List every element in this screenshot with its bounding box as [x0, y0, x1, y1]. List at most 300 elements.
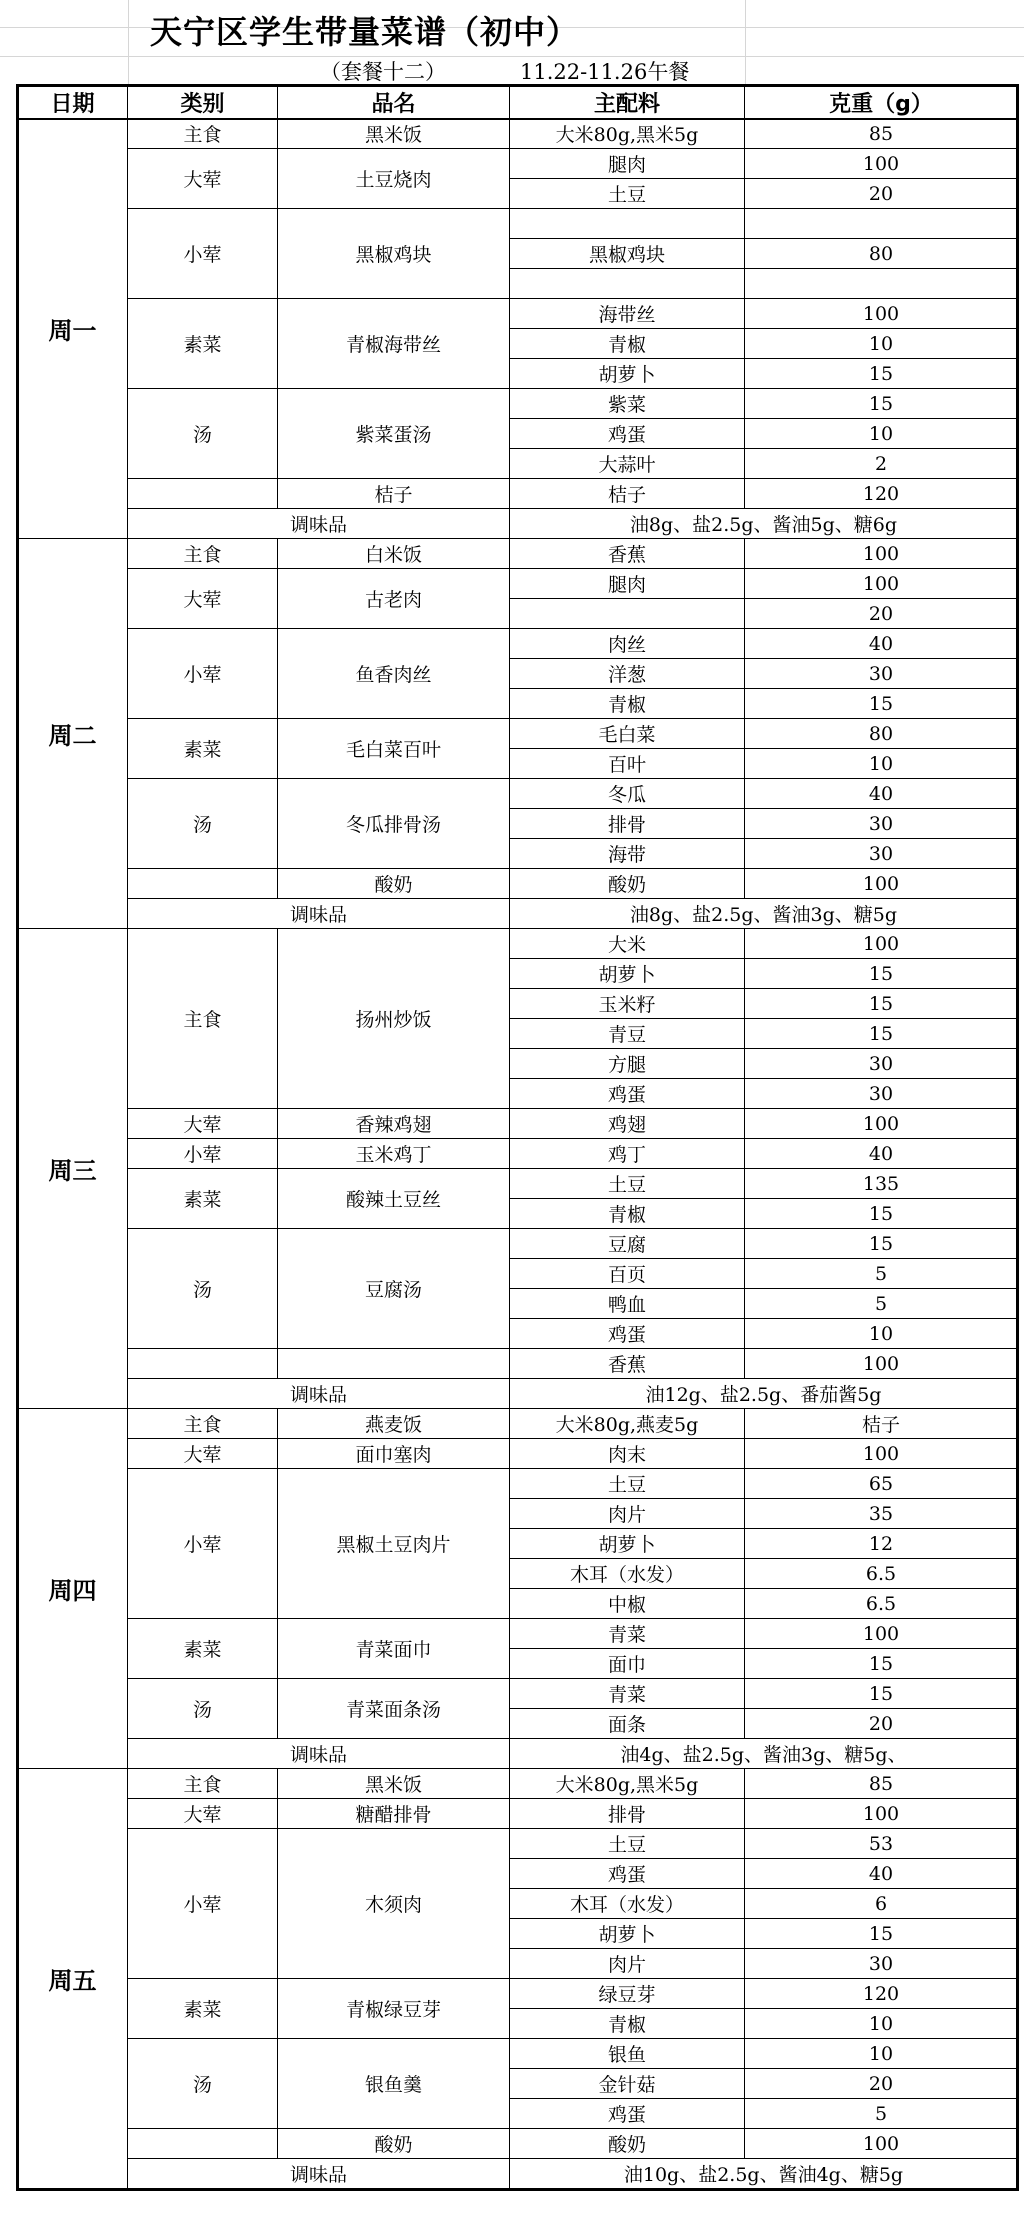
category-cell-text: 大荤: [183, 1444, 222, 1466]
ingredient-cell: [510, 749, 745, 779]
day-cell: [18, 929, 128, 1409]
day-cell-text: 周三: [48, 1157, 97, 1185]
dish-cell-text: 银鱼羹: [364, 2074, 422, 2096]
ingredient-cell: [510, 1019, 745, 1049]
weight-cell: [745, 1229, 1018, 1259]
category-cell-text: 素菜: [183, 334, 222, 356]
ingredient-cell-text: 青豆: [607, 1024, 646, 1046]
dish-cell: [278, 779, 510, 869]
ingredient-cell-text: 大蒜叶: [598, 454, 656, 476]
column-header: [278, 86, 510, 119]
ingredient-cell-text: 银鱼: [607, 2044, 646, 2066]
dish-cell: [278, 1139, 510, 1169]
dish-cell: [278, 2039, 510, 2129]
table-bottom-border: [16, 2188, 1019, 2191]
ingredient-cell-text: 鸡丁: [607, 1144, 646, 1166]
ingredient-cell-text: 鸡翅: [607, 1114, 646, 1136]
ingredient-cell: [510, 269, 745, 299]
seasoning-label: [128, 1379, 510, 1409]
category-cell: [128, 929, 278, 1109]
weight-cell: [745, 179, 1018, 209]
ingredient-cell: [510, 2129, 745, 2159]
category-cell-text: 小荤: [183, 1144, 222, 1166]
seasoning-label-text: 调味品: [289, 1384, 347, 1406]
category-cell-text: 小荤: [183, 244, 222, 266]
ingredient-cell: [510, 389, 745, 419]
seasoning-value: [510, 899, 1018, 929]
dish-cell-text: 白米饭: [364, 544, 422, 566]
weight-cell: [745, 1889, 1018, 1919]
weight-cell: [745, 749, 1018, 779]
weight-cell: [745, 989, 1018, 1019]
seasoning-value: [510, 1739, 1018, 1769]
weight-cell-text: 100: [862, 1802, 900, 1825]
weight-cell-text: 35: [868, 1502, 894, 1525]
ingredient-cell: [510, 2009, 745, 2039]
ingredient-cell-text: 方腿: [607, 1054, 646, 1076]
ingredient-cell: [510, 929, 745, 959]
weight-cell-text: 40: [868, 1862, 894, 1885]
weight-cell: [745, 1259, 1018, 1289]
category-cell-text: 素菜: [183, 739, 222, 761]
ingredient-cell: [510, 1319, 745, 1349]
weight-cell: [745, 1019, 1018, 1049]
dish-cell: [278, 1469, 510, 1619]
ingredient-cell: [510, 2099, 745, 2129]
weight-cell-text: 100: [862, 932, 900, 955]
ingredient-cell-text: 土豆: [607, 1474, 646, 1496]
weight-cell: [745, 1049, 1018, 1079]
ingredient-cell: [510, 1169, 745, 1199]
day-cell: [18, 539, 128, 929]
ingredient-cell-text: 大米80g,黑米5g: [555, 124, 699, 146]
dish-cell: [278, 149, 510, 209]
day-cell-text: 周四: [48, 1577, 97, 1605]
ingredient-cell-text: 胡萝卜: [598, 364, 656, 386]
ingredient-cell: [510, 2069, 745, 2099]
weight-cell-text: 53: [868, 1832, 894, 1855]
weight-cell-text: 80: [868, 242, 894, 265]
weight-cell: [745, 299, 1018, 329]
weight-cell-text: 15: [868, 692, 894, 715]
ingredient-cell: [510, 179, 745, 209]
ingredient-cell: [510, 1889, 745, 1919]
weight-cell-text: 10: [868, 2012, 894, 2035]
category-cell: [128, 569, 278, 629]
ingredient-cell: [510, 779, 745, 809]
ingredient-cell-text: 青椒: [607, 694, 646, 716]
ingredient-cell-text: 胡萝卜: [598, 1534, 656, 1556]
seasoning-value-text: 油10g、盐2.5g、酱油4g、糖5g: [623, 2164, 904, 2186]
seasoning-value: [510, 1379, 1018, 1409]
ingredient-cell-text: 肉丝: [607, 634, 646, 656]
weight-cell-text: 100: [862, 1622, 900, 1645]
ingredient-cell-text: 大米80g,燕麦5g: [555, 1414, 699, 1436]
weight-cell-text: 2: [874, 452, 888, 475]
category-cell: [128, 539, 278, 569]
category-cell: [128, 149, 278, 209]
weight-cell-text: 20: [868, 1712, 894, 1735]
ingredient-cell-text: 肉片: [607, 1954, 646, 1976]
ingredient-cell-text: 青椒: [607, 2014, 646, 2036]
dish-cell: [278, 209, 510, 299]
column-header-text: 日期: [50, 91, 95, 117]
dish-cell: [278, 539, 510, 569]
ingredient-cell-text: 木耳（水发）: [569, 1894, 684, 1916]
ingredient-cell-text: 大米80g,黑米5g: [555, 1774, 699, 1796]
weight-cell-text: 15: [868, 1922, 894, 1945]
dish-cell-text: 毛白菜百叶: [345, 739, 441, 761]
day-cell-text: 周二: [48, 722, 97, 750]
category-cell: [128, 299, 278, 389]
weight-cell-text: 20: [868, 182, 894, 205]
category-cell: [128, 1469, 278, 1619]
day-cell-text: 周一: [48, 317, 97, 345]
weight-cell-text: 15: [868, 1652, 894, 1675]
weight-cell-text: 100: [862, 1112, 900, 1135]
weight-cell: [745, 1199, 1018, 1229]
category-cell-text: 主食: [183, 124, 222, 146]
category-cell-text: 小荤: [183, 1894, 222, 1916]
ingredient-cell: [510, 1559, 745, 1589]
weight-cell-text: 80: [868, 722, 894, 745]
day-cell: [18, 1409, 128, 1769]
weight-cell: [745, 1499, 1018, 1529]
day-cell-text: 周五: [48, 1967, 97, 1995]
weight-cell-text: 100: [862, 2132, 900, 2155]
category-cell: [128, 479, 278, 509]
ingredient-cell-text: 木耳（水发）: [569, 1564, 684, 1586]
ingredient-cell-text: 香蕉: [607, 544, 646, 566]
ingredient-cell-text: 土豆: [607, 1174, 646, 1196]
category-cell: [128, 1169, 278, 1229]
weight-cell: [745, 1919, 1018, 1949]
ingredient-cell: [510, 329, 745, 359]
weight-cell-text: 10: [868, 2042, 894, 2065]
dish-cell-text: 豆腐汤: [364, 1279, 422, 1301]
category-cell-text: 主食: [183, 544, 222, 566]
ingredient-cell-text: 鸡蛋: [607, 2104, 646, 2126]
weight-cell-text: 30: [868, 662, 894, 685]
category-cell: [128, 1829, 278, 1979]
weight-cell-text: 120: [862, 482, 900, 505]
category-cell: [128, 1619, 278, 1679]
ingredient-cell: [510, 1259, 745, 1289]
weight-cell: [745, 1079, 1018, 1109]
weight-cell: [745, 1349, 1018, 1379]
ingredient-cell: [510, 1949, 745, 1979]
category-cell-text: 汤: [192, 424, 212, 446]
weight-cell-text: 15: [868, 1232, 894, 1255]
weight-cell-text: 15: [868, 992, 894, 1015]
ingredient-cell-text: 海带丝: [598, 304, 656, 326]
ingredient-cell: [510, 659, 745, 689]
weight-cell: [745, 2099, 1018, 2129]
weight-cell-text: 15: [868, 1682, 894, 1705]
ingredient-cell-text: 黑椒鸡块: [588, 244, 665, 266]
weight-cell-text: 10: [868, 752, 894, 775]
weight-cell-text: 30: [868, 1052, 894, 1075]
weight-cell-text: 30: [868, 812, 894, 835]
ingredient-cell-text: 鸭血: [607, 1294, 646, 1316]
seasoning-label-text: 调味品: [289, 514, 347, 536]
weight-cell: [745, 689, 1018, 719]
ingredient-cell: [510, 1079, 745, 1109]
seasoning-label-text: 调味品: [289, 2164, 347, 2186]
category-cell-text: 主食: [183, 1414, 222, 1436]
column-header-text: 类别: [180, 91, 225, 117]
ingredient-cell-text: 青椒: [607, 334, 646, 356]
category-cell-text: 大荤: [183, 169, 222, 191]
category-cell: [128, 1979, 278, 2039]
weight-cell-text: 20: [868, 602, 894, 625]
dish-cell: [278, 1349, 510, 1379]
category-cell: [128, 779, 278, 869]
dish-cell: [278, 1679, 510, 1739]
ingredient-cell: [510, 149, 745, 179]
weight-cell-text: 15: [868, 1022, 894, 1045]
weight-cell: [745, 389, 1018, 419]
category-cell: [128, 629, 278, 719]
weight-cell: [745, 2129, 1018, 2159]
ingredient-cell: [510, 539, 745, 569]
subtitle-set: （套餐十二）: [320, 60, 446, 84]
weight-cell: [745, 539, 1018, 569]
ingredient-cell-text: 紫菜: [607, 394, 646, 416]
seasoning-label: [128, 509, 510, 539]
weight-cell: [745, 1949, 1018, 1979]
weight-cell: [745, 869, 1018, 899]
weight-cell: [745, 1469, 1018, 1499]
ingredient-cell: [510, 1679, 745, 1709]
dish-cell: [278, 1829, 510, 1979]
weight-cell-text: 桔子: [861, 1414, 900, 1436]
weight-cell: [745, 1319, 1018, 1349]
weight-cell: [745, 1769, 1018, 1799]
category-cell: [128, 2129, 278, 2159]
dish-cell: [278, 2129, 510, 2159]
weight-cell-text: 30: [868, 1952, 894, 1975]
dish-cell: [278, 929, 510, 1109]
weight-cell: [745, 659, 1018, 689]
weight-cell-text: 5: [874, 1262, 888, 1285]
ingredient-cell: [510, 359, 745, 389]
category-cell: [128, 209, 278, 299]
weight-cell: [745, 929, 1018, 959]
dish-cell-text: 冬瓜排骨汤: [345, 814, 441, 836]
ingredient-cell-text: 冬瓜: [607, 784, 646, 806]
weight-cell-text: 85: [868, 122, 894, 145]
category-cell: [128, 869, 278, 899]
dish-cell-text: 玉米鸡丁: [355, 1144, 432, 1166]
dish-cell-text: 木须肉: [364, 1894, 422, 1916]
dish-cell: [278, 1439, 510, 1469]
seasoning-label: [128, 1739, 510, 1769]
weight-cell: [745, 1289, 1018, 1319]
ingredient-cell-text: 排骨: [607, 814, 646, 836]
page-title: 天宁区学生带量菜谱（初中）: [150, 13, 580, 51]
ingredient-cell-text: 胡萝卜: [598, 1924, 656, 1946]
category-cell-text: 小荤: [183, 664, 222, 686]
ingredient-cell-text: 土豆: [607, 184, 646, 206]
dish-cell-text: 面巾塞肉: [355, 1444, 432, 1466]
ingredient-cell: [510, 869, 745, 899]
ingredient-cell: [510, 1769, 745, 1799]
weight-cell-text: 15: [868, 962, 894, 985]
ingredient-cell-text: 青菜: [607, 1684, 646, 1706]
weight-cell: [745, 959, 1018, 989]
ingredient-cell: [510, 1229, 745, 1259]
ingredient-cell-text: 面巾: [607, 1654, 646, 1676]
weight-cell: [745, 779, 1018, 809]
category-cell-text: 汤: [192, 1279, 212, 1301]
weight-cell-text: 30: [868, 1082, 894, 1105]
weight-cell: [745, 719, 1018, 749]
ingredient-cell-text: 鸡蛋: [607, 1084, 646, 1106]
category-cell-text: 小荤: [183, 1534, 222, 1556]
weight-cell-text: 40: [868, 1142, 894, 1165]
table-left-border: [16, 84, 19, 2191]
dish-cell: [278, 299, 510, 389]
weight-cell: [745, 1139, 1018, 1169]
category-cell: [128, 2039, 278, 2129]
dish-cell: [278, 119, 510, 149]
ingredient-cell-text: 青菜: [607, 1624, 646, 1646]
dish-cell: [278, 1619, 510, 1679]
day-cell: [18, 1769, 128, 2189]
dish-cell-text: 青椒绿豆芽: [345, 1999, 441, 2021]
dish-cell-text: 紫菜蛋汤: [355, 424, 432, 446]
weight-cell-text: 5: [874, 2102, 888, 2125]
weight-cell: [745, 2039, 1018, 2069]
category-cell: [128, 389, 278, 479]
weight-cell-text: 40: [868, 632, 894, 655]
seasoning-value: [510, 2159, 1018, 2189]
column-header-text: 克重（g）: [829, 91, 933, 117]
category-cell: [128, 1109, 278, 1139]
ingredient-cell-text: 大米: [607, 934, 646, 956]
category-cell-text: 大荤: [183, 1804, 222, 1826]
ingredient-cell: [510, 1529, 745, 1559]
weight-cell: [745, 1619, 1018, 1649]
dish-cell: [278, 1409, 510, 1439]
weight-cell: [745, 629, 1018, 659]
weight-cell-text: 135: [862, 1172, 900, 1195]
weight-cell: [745, 1439, 1018, 1469]
dish-cell: [278, 629, 510, 719]
weight-cell: [745, 1679, 1018, 1709]
category-cell: [128, 719, 278, 779]
dish-cell-text: 青菜面条汤: [345, 1699, 441, 1721]
weight-cell-text: 85: [868, 1772, 894, 1795]
category-cell: [128, 119, 278, 149]
ingredient-cell-text: 毛白菜: [598, 724, 656, 746]
dish-cell: [278, 1799, 510, 1829]
weight-cell-text: 15: [868, 362, 894, 385]
weight-cell: [745, 1979, 1018, 2009]
ingredient-cell: [510, 569, 745, 599]
ingredient-cell: [510, 1439, 745, 1469]
weight-cell-text: 20: [868, 2072, 894, 2095]
weight-cell: [745, 239, 1018, 269]
dish-cell: [278, 569, 510, 629]
dish-cell: [278, 1229, 510, 1349]
ingredient-cell: [510, 1649, 745, 1679]
ingredient-cell: [510, 1409, 745, 1439]
weight-cell: [745, 1859, 1018, 1889]
seasoning-label: [128, 2159, 510, 2189]
weight-cell-text: 10: [868, 332, 894, 355]
weight-cell: [745, 419, 1018, 449]
category-cell: [128, 1139, 278, 1169]
ingredient-cell-text: 鸡蛋: [607, 1324, 646, 1346]
category-cell: [128, 1409, 278, 1439]
dish-cell-text: 青菜面巾: [355, 1639, 432, 1661]
ingredient-cell: [510, 2039, 745, 2069]
ingredient-cell: [510, 1589, 745, 1619]
dish-cell-text: 黑米饭: [364, 1774, 422, 1796]
ingredient-cell: [510, 1799, 745, 1829]
weight-cell: [745, 1649, 1018, 1679]
dish-cell-text: 香辣鸡翅: [355, 1114, 432, 1136]
ingredient-cell-text: 腿肉: [607, 154, 646, 176]
ingredient-cell-text: 排骨: [607, 1804, 646, 1826]
category-cell-text: 素菜: [183, 1999, 222, 2021]
dish-cell-text: 古老肉: [364, 589, 422, 611]
category-cell-text: 主食: [183, 1774, 222, 1796]
dish-cell-text: 酸奶: [374, 2134, 413, 2156]
column-header-text: 主配料: [593, 91, 660, 117]
category-cell-text: 大荤: [183, 1114, 222, 1136]
seasoning-label: [128, 899, 510, 929]
column-header: [510, 86, 745, 119]
ingredient-cell: [510, 989, 745, 1019]
weight-cell-text: 100: [862, 542, 900, 565]
ingredient-cell: [510, 1349, 745, 1379]
weight-cell: [745, 1529, 1018, 1559]
ingredient-cell-text: 酸奶: [607, 874, 646, 896]
ingredient-cell: [510, 419, 745, 449]
dish-cell-text: 鱼香肉丝: [355, 664, 432, 686]
column-header: [745, 86, 1018, 119]
subtitle-period: 11.22-11.26午餐: [520, 60, 690, 84]
category-cell: [128, 1439, 278, 1469]
dish-cell-text: 酸奶: [374, 874, 413, 896]
ingredient-cell-text: 百叶: [607, 754, 646, 776]
dish-cell-text: 桔子: [374, 484, 413, 506]
weight-cell-text: 30: [868, 842, 894, 865]
column-header-text: 品名: [371, 91, 416, 117]
weight-cell: [745, 449, 1018, 479]
weight-cell-text: 100: [862, 1352, 900, 1375]
ingredient-cell: [510, 1709, 745, 1739]
ingredient-cell-text: 豆腐: [607, 1234, 646, 1256]
table-top-border: [18, 84, 1018, 87]
category-cell-text: 汤: [192, 814, 212, 836]
ingredient-cell-text: 腿肉: [607, 574, 646, 596]
ingredient-cell: [510, 449, 745, 479]
ingredient-cell: [510, 1049, 745, 1079]
ingredient-cell: [510, 689, 745, 719]
ingredient-cell: [510, 1289, 745, 1319]
seasoning-value-text: 油4g、盐2.5g、酱油3g、糖5g、: [620, 1744, 907, 1766]
ingredient-cell: [510, 479, 745, 509]
weight-cell-text: 10: [868, 422, 894, 445]
seasoning-label-text: 调味品: [289, 1744, 347, 1766]
column-header: [18, 86, 128, 119]
weight-cell-text: 65: [868, 1472, 894, 1495]
weight-cell-text: 100: [862, 1442, 900, 1465]
